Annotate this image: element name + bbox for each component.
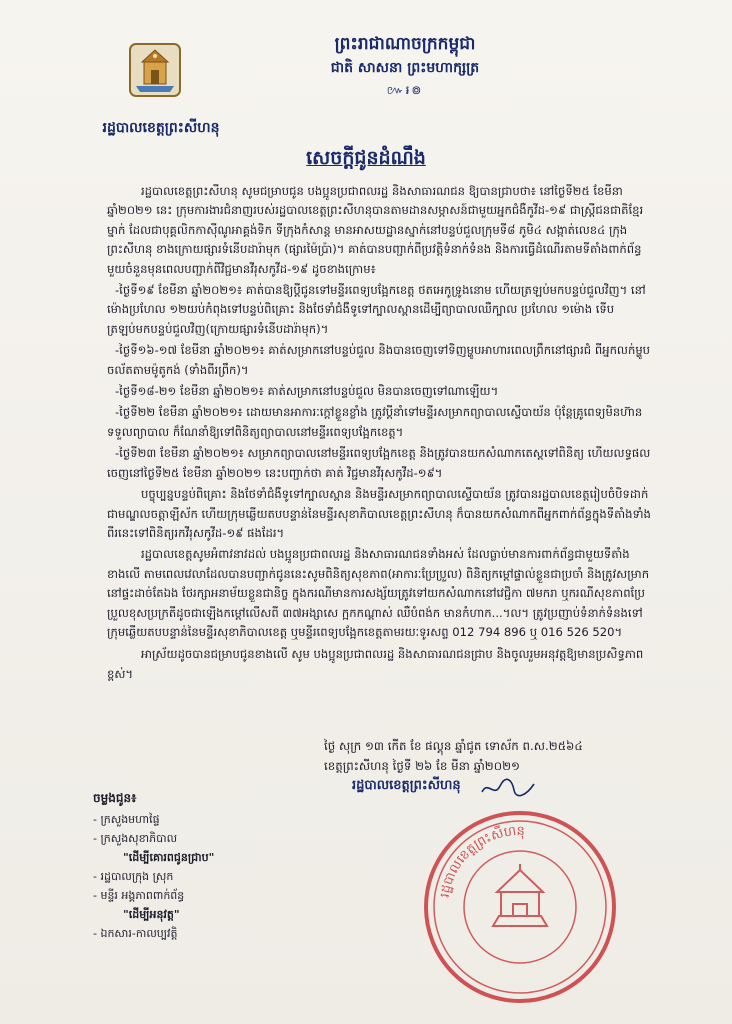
seal-emblem-icon: [493, 864, 547, 926]
closing-paragraph: អាស្រ័យដូចបានជម្រាបជូនខាងលើ សូម បងប្អូនប្រជាពលរដ្ឋ និងសាធារណជនជ្រាប និងចូលរួមអនុវត្តឱ្យមានប្រសិទ្ធភាពខ្ពស់។: [107, 647, 644, 681]
status-paragraph: បច្ចុប្បន្នបន្ទប់ពិគ្រោះ និងថែទាំជំងឺទូទៅក្បាលស្ពាន និងមន្ទីរសម្រាកព្យាបាលស្ទើបាយ័ន ត្រូវបានរដ្ឋបាលខេត្តរៀបចំបិទដាក់ជាមណ្ឌលចត្តាឡីស័ក ហើយក្រុមឆ្លើយតបបន្ទាន់នៃមន្ទីរសុខាភិបាលខេត្តព្រះសីហនុ ក៏បានយកសំណាកពីអ្នកពាក់ព័ន្ធក្នុងទីតាំងទាំងពីរនេះទៅពិនិត្យរកវីរុសកូវីដ-១៩ ផងដែរ។: [107, 487, 651, 540]
provincial-logo: [126, 40, 184, 100]
copy-to-item: - ក្រសួងមហាផ្ទៃ: [93, 813, 160, 826]
copy-to-item: - ឯកសារ-កាលប្បវត្តិ: [93, 927, 178, 940]
document-body: [107, 182, 652, 686]
timeline-item: -ថ្ងៃទី២៣ ខែមីនា ឆ្នាំ២០២១៖ សម្រាកព្យាបាលនៅមន្ទីរពេទ្យបង្អែកខេត្ត និងត្រូវបានយកសំណាកតេស្តទៅពិនិត្យ ហើយលទ្ធផលចេញនៅថ្ងៃទី២៥ ខែមីនា ឆ្នាំ២០២១ នេះបញ្ជាក់ថា គាត់ វិជ្ជមានវីរុសកូវីដ-១៩។: [107, 446, 651, 480]
copy-to-item: - រដ្ឋបាលក្រុង ស្រុក: [93, 870, 174, 883]
signatory-title: រដ្ឋបាលខេត្តព្រះសីហនុ: [352, 778, 461, 793]
timeline-item: -ថ្ងៃទី១៩ ខែមីនា ឆ្នាំ២០២១៖ គាត់បានឱ្យប្តីជូនទៅមន្ទីរពេទ្យបង្អែកខេត្ត ថតអេកូទ្រូងនោម ហើយត្រឡប់មកបន្ទប់ជួលវិញ។ នៅម៉ោងប្រហែល ១២យប់កំពុងទៅបន្ទប់ពិគ្រោះ និងថែទាំជំងឺទូទៅក្បាលស្ពានដើម្បីព្យាបាលឈឺក្បាល ប្រហែល ១ម៉ោង ទើបត្រឡប់មកបន្ទប់ជួលវិញ(ក្រោយផ្សារទំនើបដារ៉ាមុក)។: [107, 283, 646, 336]
official-seal: [421, 808, 619, 1006]
issuing-authority: រដ្ឋបាលខេត្តព្រះសីហនុ: [102, 120, 220, 136]
svg-text:រដ្ឋបាលខេត្តព្រះសីហនុ: [438, 824, 525, 899]
signature: [478, 776, 538, 800]
timeline-item: -ថ្ងៃទី១៨-២១ ខែមីនា ឆ្នាំ២០២១៖ គាត់សម្រាកនៅបន្ទប់ជួល មិនបានចេញទៅណាឡើយ។: [115, 384, 499, 399]
national-motto: ជាតិ សាសនា ព្រះមហាក្សត្រ: [330, 60, 480, 76]
document-title: សេចក្តីជូនដំណឹង: [306, 147, 426, 169]
copy-to-note: "ដើម្បីអនុវត្ត": [123, 908, 180, 921]
solar-date: ខេត្តព្រះសីហនុ ថ្ងៃទី ២៦ ខែ មីនា ឆ្នាំ២០២១: [324, 759, 520, 773]
copy-to-item: - មន្ទីរ អង្គភាពពាក់ព័ន្ធ: [93, 889, 185, 902]
kingdom-heading: ព្រះរាជាណាចក្រកម្ពុជា: [334, 34, 476, 54]
lunar-date: ថ្ងៃ សុក្រ ១៣ កើត ខែ ផល្គុន ឆ្នាំជូត ទោស័ក ព.ស.២៥៦៤: [324, 739, 583, 753]
timeline-item: -ថ្ងៃទី២២ ខែមីនា ឆ្នាំ២០២១៖ ដោយមានអាការៈក្តៅខ្លួនខ្លាំង ត្រូវប្តីនាំទៅមន្ទីរសម្រាកព្យាបាលស្ទើបាយ័ន ប៉ុន្តែគ្រូពេទ្យមិនហ៊ានទទួលព្យាបាល ក៏ណែនាំឱ្យទៅពិនិត្យព្យាបាលនៅមន្ទីរពេទ្យបង្អែកខេត្ត។: [107, 405, 643, 439]
header-ornament: ៚៛៙: [386, 83, 424, 97]
appeal-paragraph: រដ្ឋបាលខេត្តសូមអំពាវនាវដល់ បងប្អូនប្រជាពលរដ្ឋ និងសាធារណជនទាំងអស់ ដែលធ្លាប់មានការពាក់ព័ន្ធជាមួយទីតាំងខាងលើ តាមពេលវេលាដែលបានបញ្ជាក់ជូននេះសូមពិនិត្យសុខភាព(អាការៈប្រែប្រួល) ពិនិត្យកម្តៅផ្ទាល់ខ្លួនជាប្រចាំ និងត្រូវសម្រាកនៅផ្ទះដាច់តែឯង ថែរក្សាអនាម័យខ្លួនជានិច្ច ក្នុងករណីមានការសង្ស័យត្រូវទៅយកសំណាកនៅវេជ្ជិកា ៧មករា ឬករណីសុខភាពប្រែប្រួលខុសប្រក្រតីដូចជាឡើងកម្តៅលើសពី ៣៧អង្សាសេ ក្អកកណ្តាស់ ឈឺបំពង់ក មានកំហាក...។ល។ ត្រូវប្រញាប់ទំនាក់ទំនងទៅក្រុមឆ្លើយតបបន្ទាន់នៃមន្ទីរសុខាភិបាលខេត្ត ឬមន្ទីរពេទ្យបង្អែកខេត្តតាមរយៈទូរសព្ទ 012 794 896 ឬ 016 526 520។: [107, 547, 650, 639]
timeline-item: -ថ្ងៃទី១៦-១៧ ខែមីនា ឆ្នាំ២០២១៖ គាត់សម្រាកនៅបន្ទប់ជួល និងបានចេញទៅទិញម្ហូបអាហារពេលព្រឹកនៅផ្សារជំ ពីអ្នកលក់ម្ហូបចល័តតាមម៉ូតូកង់ (ទាំងពីរព្រឹក)។: [107, 343, 651, 377]
copy-to-item: - ក្រសួងសុខាភិបាល: [93, 832, 178, 845]
copy-to-title: ចម្លងជូន៖: [93, 791, 137, 805]
seal-ring-text: រដ្ឋបាលខេត្តព្រះសីហនុ: [437, 823, 525, 899]
copy-to-list: [93, 791, 293, 945]
copy-to-note: "ដើម្បីគោរពជូនជ្រាប": [123, 851, 215, 864]
intro-paragraph: រដ្ឋបាលខេត្តព្រះសីហនុ សូមជម្រាបជូន បងប្អូនប្រជាពលរដ្ឋ និងសាធារណជន ឱ្យបានជ្រាបថា៖ នៅថ្ងៃទី២៥ ខែមីនា ឆ្នាំ២០២១ នេះ ក្រុមការងារជំនាញរបស់រដ្ឋបាលខេត្តព្រះសីហនុបានតាមដានសម្ភាសន៍ជាមួយអ្នកជំងឺកូវីដ-១៩ ជាស្ត្រីជនជាតិខ្មែរម្នាក់ ដែលជាបុគ្គលិកកាស៊ីណូអាគ្គង់ទិក ទីក្រុងកំសាន្ត មានអាសយដ្ឋានស្នាក់នៅបន្ទប់ជួលក្រុមទី៨ ភូមិ៤ សង្កាត់លេខ៤ ក្រុងព្រះសីហនុ ខាងក្រោយផ្សារទំនើបដារ៉ាមុក (ផ្សារម៉ៃប្រ៉ា)។ គាត់បានបញ្ជាក់ពីប្រវត្តិទំនាក់ទំនង និងការធ្វើដំណើរតាមទីតាំងពាក់ព័ន្ធមួយចំនួនមុនពេលបញ្ជាក់ពីវិជ្ជមានវីរុសកូវីដ-១៩ ដូចខាងក្រោម៖: [107, 184, 644, 276]
